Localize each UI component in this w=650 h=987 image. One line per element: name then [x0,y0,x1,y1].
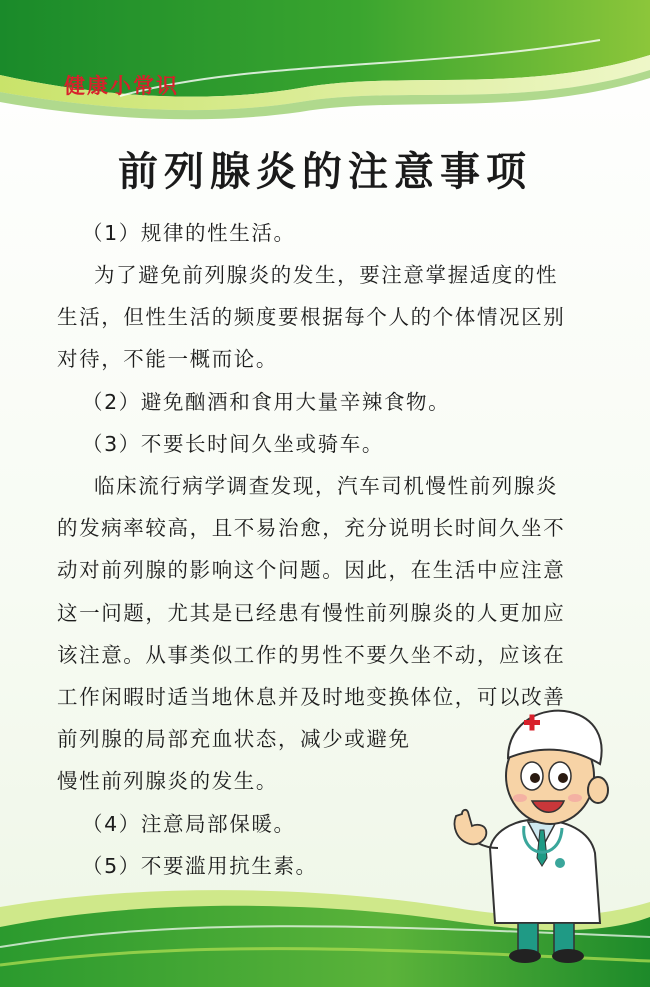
health-tips-label: 健康小常识 [64,74,179,98]
text-line: （4）注意局部保暖。 [82,812,296,836]
text-line: 动对前列腺的影响这个问题。因此，在生活中应注意 [57,558,566,582]
text-line: 前列腺的局部充血状态，减少或避免 [57,727,411,751]
text-line: 的发病率较高，且不易治愈，充分说明长时间久坐不 [57,516,566,540]
text-line: 对待，不能一概而论。 [57,347,278,371]
doctor-illustration [450,698,620,968]
text-line: 生活，但性生活的频度要根据每个人的个体情况区别 [57,305,566,329]
text-line: 工作闲暇时适当地休息并及时地变换体位，可以改善 [57,685,566,709]
text-line: 该注意。从事类似工作的男性不要久坐不动，应该在 [57,643,566,667]
text-line: 慢性前列腺炎的发生。 [57,769,278,793]
page-title: 前列腺炎的注意事项 [118,149,532,195]
text-line: 这一问题，尤其是已经患有慢性前列腺炎的人更加应 [57,601,566,625]
text-line: 临床流行病学调查发现，汽车司机慢性前列腺炎 [94,474,559,498]
top-wave-decoration [0,0,650,130]
text-line: 为了避免前列腺炎的发生，要注意掌握适度的性 [94,263,559,287]
text-line: （1）规律的性生活。 [82,221,296,245]
text-line: （3）不要长时间久坐或骑车。 [82,432,384,456]
text-line: （2）避免酗酒和食用大量辛辣食物。 [82,390,451,414]
text-line: （5）不要滥用抗生素。 [82,854,318,878]
